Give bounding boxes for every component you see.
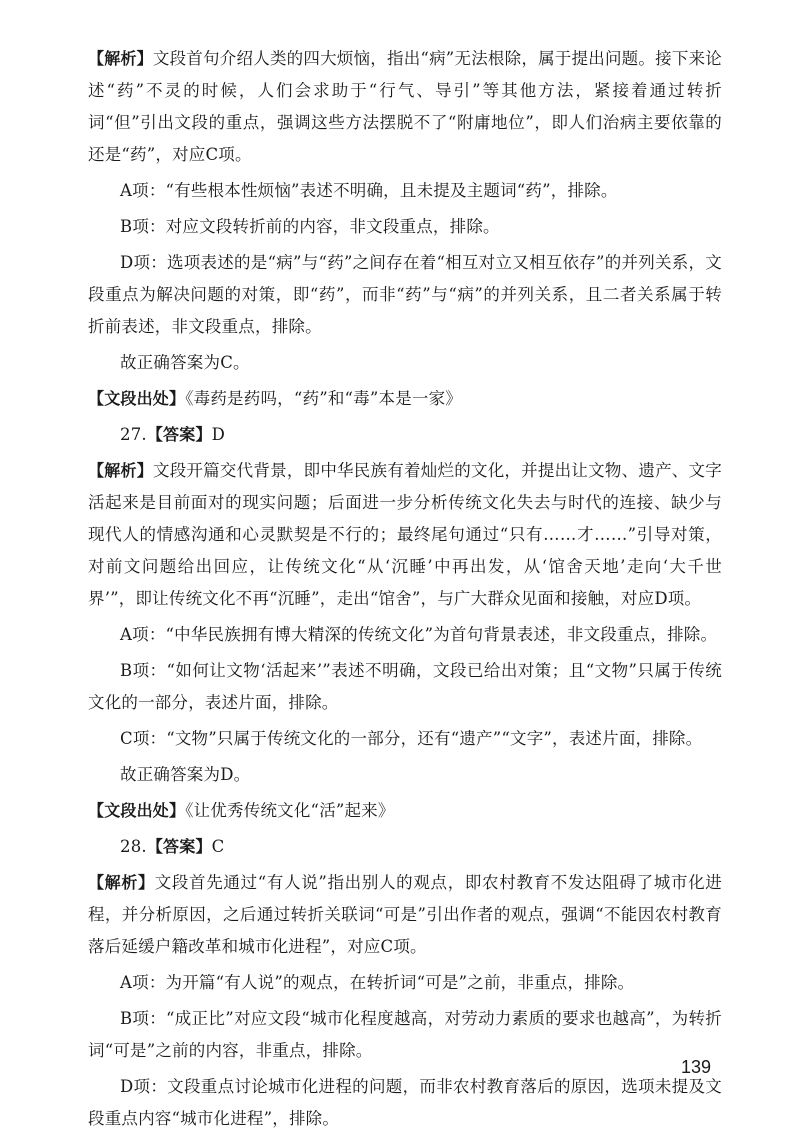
q27-answer-tag: 【答案】 [146,425,212,444]
q26-source-paragraph [88,383,722,415]
q27-option-c: C项：“文物”只属于传统文化的一部分，还有“遗产”“文字”，表述片面，排除。 [120,729,703,748]
q27-conclusion: 故正确答案为D。 [120,765,251,784]
q27-analysis-tag: 【解析】 [88,461,153,480]
q28-answer: C [211,837,225,856]
q27-source-tag: 【文段出处】 [88,801,186,820]
q27-analysis-paragraph [88,455,722,615]
q28-analysis-paragraph [88,867,722,963]
q26-conclusion: 故正确答案为C。 [120,353,250,372]
page-number: 139 [681,1057,712,1077]
q26-source-text: 《毒药是药吗，“药”和“毒”本是一家》 [185,389,462,408]
q26-analysis-tag: 【解析】 [88,49,153,68]
q26-option-d: D项：选项表述的是“病”与“药”之间存在着“相互对立又相互依存”的并列关系，文段重点为解决问题的对策，即“药”，而非“药”与“病”的并列关系，且二者关系属于转折前表述，非文段重点，排除。 [88,253,722,336]
q26-option-b: B项：对应文段转折前的内容，非文段重点，排除。 [120,217,500,236]
q27-answer-line [88,419,722,451]
q26-analysis-text: 文段首句介绍人类的四大烦恼，指出“病”无法根除，属于提出问题。接下来论述“药”不灵的时候，人们会求助于“行气、导引”等其他方法，紧接着通过转折词“但”引出文段的重点，强调这些方法摆脱不了“附庸地位”，即人们治病主要依靠的还是“药”，对应C项。 [88,49,722,164]
page-content [88,43,722,1139]
q27-option-b: B项：“如何让文物‘活起来’”表述不明确，文段已给出对策；且“文物”只属于传统文化的一部分，表述片面，排除。 [88,661,722,712]
q26-analysis-paragraph [88,43,722,171]
q26-option-a: A项：“有些根本性烦恼”表述不明确，且未提及主题词“药”，排除。 [120,181,618,200]
q28-option-d: D项：文段重点讨论城市化进程的问题，而非农村教育落后的原因，选项未提及文段重点内容“城市化进程”，排除。 [88,1077,722,1128]
q28-answer-line [88,831,722,863]
q27-number: 27. [120,425,147,444]
q27-answer: D [211,425,226,444]
q28-analysis-tag: 【解析】 [88,873,155,892]
q28-answer-tag: 【答案】 [146,837,212,856]
q26-source-tag: 【文段出处】 [88,389,186,408]
q28-analysis-text: 文段首先通过“有人说”指出别人的观点，即农村教育不发达阻碍了城市化进程，并分析原因，之后通过转折关联词“可是”引出作者的观点，强调“不能因农村教育落后延缓户籍改革和城市化进程”，对应C项。 [88,873,722,956]
q27-source-text: 《让优秀传统文化“活”起来》 [185,801,395,820]
q27-analysis-text: 文段开篇交代背景，即中华民族有着灿烂的文化，并提出让文物、遗产、文字活起来是目前面对的现实问题；后面进一步分析传统文化失去与时代的连接、缺少与现代人的情感沟通和心灵默契是不行的；最终尾句通过“只有……才……”引导对策，对前文问题给出回应，让传统文化“从‘沉睡’中再出发，从‘馆舍天地’走向‘大千世界’”，即让传统文化不再“沉睡”，走出“馆舍”，与广大群众见面和接触，对应D项。 [88,461,722,608]
q27-source-paragraph [88,795,722,827]
q28-option-a: A项：为开篇“有人说”的观点，在转折词“可是”之前，非重点，排除。 [120,973,635,992]
q28-number: 28. [120,837,147,856]
q27-option-a: A项：“中华民族拥有博大精深的传统文化”为首句背景表述，非文段重点，排除。 [120,625,718,644]
q28-option-b: B项：“成正比”对应文段“城市化程度越高，对劳动力素质的要求也越高”，为转折词“可是”之前的内容，非重点，排除。 [88,1009,722,1060]
